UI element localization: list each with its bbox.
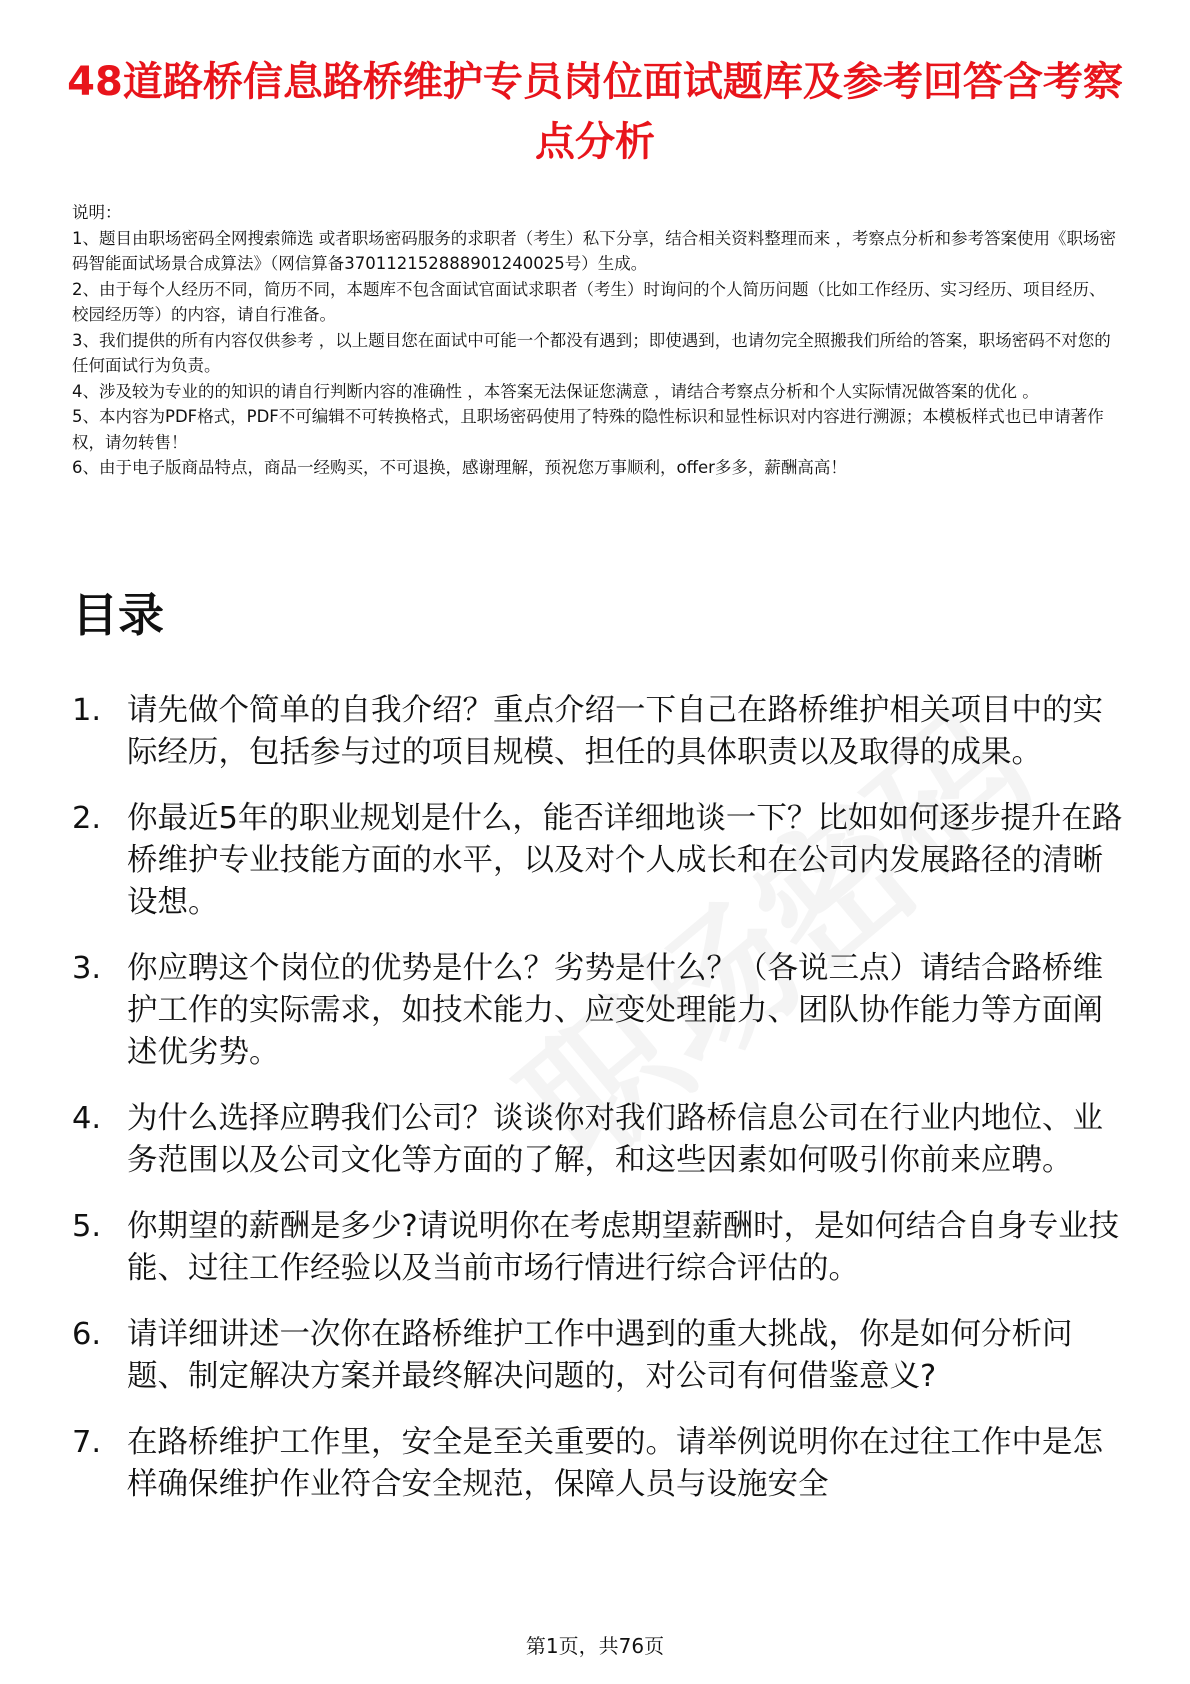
question-text: 请先做个简单的自我介绍？重点介绍一下自己在路桥维护相关项目中的实际经历，包括参与过的项目规模、担任的具体职责以及取得的成果。 xyxy=(127,693,1103,770)
question-number: 1. xyxy=(72,693,102,728)
question-item[interactable] xyxy=(72,948,1132,1074)
question-text: 在路桥维护工作里，安全是至关重要的。请举例说明你在过往工作中是怎样确保维护作业符合安全规范，保障人员与设施安全 xyxy=(127,1425,1103,1502)
disclaimer-notes xyxy=(72,200,1120,481)
note-item: 2、由于每个人经历不同，简历不同，本题库不包含面试官面试求职者（考生）时询问的个人简历问题（比如工作经历、实习经历、项目经历、校园经历等）的内容，请自行准备。 xyxy=(72,279,1106,324)
toc-heading: 目录 xyxy=(72,588,164,642)
question-number: 4. xyxy=(72,1101,102,1136)
note-item: 4、涉及较为专业的的知识的请自行判断内容的准确性 ，本答案无法保证您满意 ，请结合考察点分析和个人实际情况做答案的优化 。 xyxy=(72,381,1039,401)
question-list xyxy=(72,690,1132,1530)
question-item[interactable] xyxy=(72,798,1132,924)
question-item[interactable] xyxy=(72,1422,1132,1506)
document-title: 48道路桥信息路桥维护专员岗位面试题库及参考回答含考察点分析 xyxy=(67,59,1123,165)
question-text: 你期望的薪酬是多少?请说明你在考虑期望薪酬时，是如何结合自身专业技能、过往工作经验以及当前市场行情进行综合评估的。 xyxy=(127,1209,1120,1286)
question-text: 你最近5年的职业规划是什么，能否详细地谈一下？比如如何逐步提升在路桥维护专业技能方面的水平，以及对个人成长和在公司内发展路径的清晰设想。 xyxy=(127,801,1123,920)
question-number: 5. xyxy=(72,1209,102,1244)
note-item: 1、题目由职场密码全网搜索筛选 或者职场密码服务的求职者（考生）私下分享，结合相关资料整理而来 ，考察点分析和参考答案使用《职场密码智能面试场景合成算法》（网信算备370112152888901240025号）生成。 xyxy=(72,228,1116,273)
question-text: 请详细讲述一次你在路桥维护工作中遇到的重大挑战，你是如何分析问题、制定解决方案并最终解决问题的，对公司有何借鉴意义? xyxy=(127,1317,1073,1394)
question-number: 6. xyxy=(72,1317,102,1352)
question-number: 3. xyxy=(72,951,102,986)
question-item[interactable] xyxy=(72,1098,1132,1182)
question-text: 你应聘这个岗位的优势是什么？劣势是什么？（各说三点）请结合路桥维护工作的实际需求，如技术能力、应变处理能力、团队协作能力等方面阐述优劣势。 xyxy=(127,951,1103,1070)
question-number: 2. xyxy=(72,801,102,836)
note-item: 3、我们提供的所有内容仅供参考 ，以上题目您在面试中可能一个都没有遇到；即使遇到，也请勿完全照搬我们所给的答案，职场密码不对您的任何面试行为负责。 xyxy=(72,330,1111,375)
question-text: 为什么选择应聘我们公司？谈谈你对我们路桥信息公司在行业内地位、业务范围以及公司文化等方面的了解，和这些因素如何吸引你前来应聘。 xyxy=(127,1101,1103,1178)
question-number: 7. xyxy=(72,1425,102,1460)
question-item[interactable] xyxy=(72,1314,1132,1398)
note-item: 6、由于电子版商品特点，商品一经购买，不可退换，感谢理解，预祝您万事顺利，offer多多，薪酬高高！ xyxy=(72,458,847,477)
page-footer: 第1页，共76页 xyxy=(525,1634,665,1658)
question-item[interactable] xyxy=(72,690,1132,774)
notes-heading: 说明： xyxy=(72,203,122,222)
question-item[interactable] xyxy=(72,1206,1132,1290)
note-item: 5、本内容为PDF格式，PDF不可编辑不可转换格式，且职场密码使用了特殊的隐性标识和显性标识对内容进行溯源；本模板样式也已申请著作权，请勿转售！ xyxy=(72,407,1104,452)
